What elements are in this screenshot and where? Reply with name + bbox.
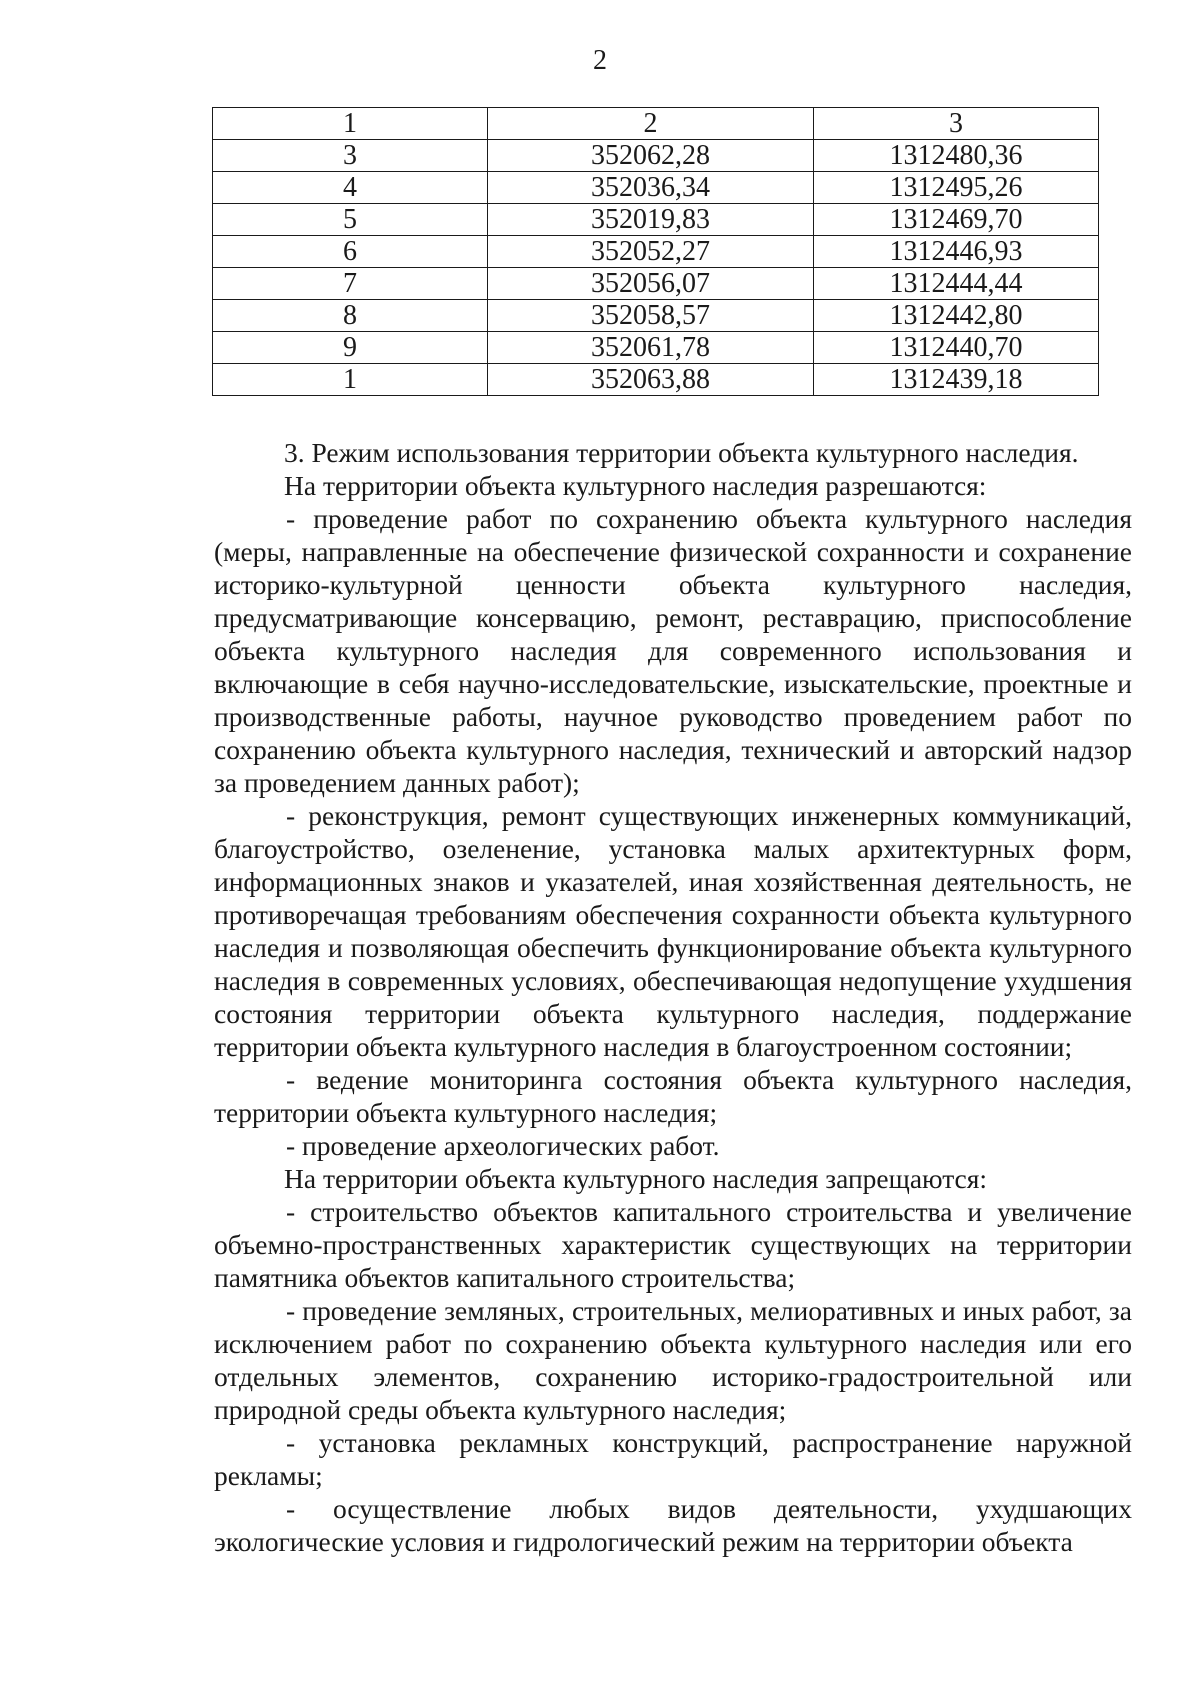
point-number-cell: 6 [213, 236, 488, 268]
y-coordinate-cell: 1312469,70 [814, 204, 1099, 236]
point-number-cell: 4 [213, 172, 488, 204]
prohibited-intro: На территории объекта культурного наследия запрещаются: [284, 1163, 988, 1194]
point-number-cell: 8 [213, 300, 488, 332]
y-coordinate-cell: 1312442,80 [814, 300, 1099, 332]
y-coordinate-cell: 1312439,18 [814, 364, 1099, 396]
point-number-cell: 9 [213, 332, 488, 364]
x-coordinate-cell: 352019,83 [488, 204, 814, 236]
y-coordinate-cell: 1312480,36 [814, 140, 1099, 172]
table-row [213, 364, 1099, 396]
y-coordinate-cell: 1312440,70 [814, 332, 1099, 364]
point-number-cell: 5 [213, 204, 488, 236]
x-coordinate-cell: 352062,28 [488, 140, 814, 172]
point-number-cell: 1 [213, 364, 488, 396]
table-row [213, 268, 1099, 300]
allowed-item: - ведение мониторинга состояния объекта культурного наследия, территории объекта культурного наследия; [214, 1064, 1132, 1128]
section-heading: 3. Режим использования территории объекта культурного наследия. [284, 437, 1079, 468]
header-cell: 1 [213, 108, 488, 140]
allowed-item: - проведение работ по сохранению объекта культурного наследия (меры, направленные на обеспечение физической сохранности и сохранение историко-культурной ценности объекта культурного наследия, предусматривающие консервацию, ремонт, реставрацию, приспособление объекта культурного наследия для современного использования и включающие в себя научно-исследовательские, изыскательские, проектные и производственные работы, научное руководство проведением работ по сохранению объекта культурного наследия, технический и авторский надзор за проведением данных работ); [214, 503, 1132, 798]
prohibited-item: - установка рекламных конструкций, распространение наружной рекламы; [214, 1427, 1132, 1491]
allowed-item: - проведение археологических работ. [286, 1130, 720, 1161]
y-coordinate-cell: 1312444,44 [814, 268, 1099, 300]
allowed-intro: На территории объекта культурного наследия разрешаются: [284, 470, 987, 501]
x-coordinate-cell: 352056,07 [488, 268, 814, 300]
x-coordinate-cell: 352058,57 [488, 300, 814, 332]
x-coordinate-cell: 352061,78 [488, 332, 814, 364]
table-row [213, 332, 1099, 364]
y-coordinate-cell: 1312495,26 [814, 172, 1099, 204]
document-body [214, 436, 1132, 1558]
point-number-cell: 3 [213, 140, 488, 172]
prohibited-item: - строительство объектов капитального строительства и увеличение объемно-пространственных характеристик существующих на территории памятника объектов капитального строительства; [214, 1196, 1132, 1293]
x-coordinate-cell: 352036,34 [488, 172, 814, 204]
table-row [213, 300, 1099, 332]
prohibited-item: - проведение земляных, строительных, мелиоративных и иных работ, за исключением работ по сохранению объекта культурного наследия или его отдельных элементов, сохранению историко-градостроительной или природной среды объекта культурного наследия; [214, 1295, 1132, 1425]
prohibited-item: - осуществление любых видов деятельности, ухудшающих экологические условия и гидрологический режим на территории объекта [214, 1493, 1132, 1557]
table-header-row [213, 108, 1099, 140]
page-number: 2 [593, 45, 607, 76]
table-row [213, 140, 1099, 172]
table-row [213, 204, 1099, 236]
x-coordinate-cell: 352052,27 [488, 236, 814, 268]
point-number-cell: 7 [213, 268, 488, 300]
x-coordinate-cell: 352063,88 [488, 364, 814, 396]
y-coordinate-cell: 1312446,93 [814, 236, 1099, 268]
coordinates-table [212, 107, 1099, 396]
header-cell: 2 [488, 108, 814, 140]
table-row [213, 236, 1099, 268]
allowed-item: - реконструкция, ремонт существующих инженерных коммуникаций, благоустройство, озеленение, установка малых архитектурных форм, информационных знаков и указателей, иная хозяйственная деятельность, не противоречащая требованиям обеспечения сохранности объекта культурного наследия и позволяющая обеспечить функционирование объекта культурного наследия в современных условиях, обеспечивающая недопущение ухудшения состояния территории объекта культурного наследия, поддержание территории объекта культурного наследия в благоустроенном состоянии; [214, 800, 1132, 1062]
table-row [213, 172, 1099, 204]
header-cell: 3 [814, 108, 1099, 140]
